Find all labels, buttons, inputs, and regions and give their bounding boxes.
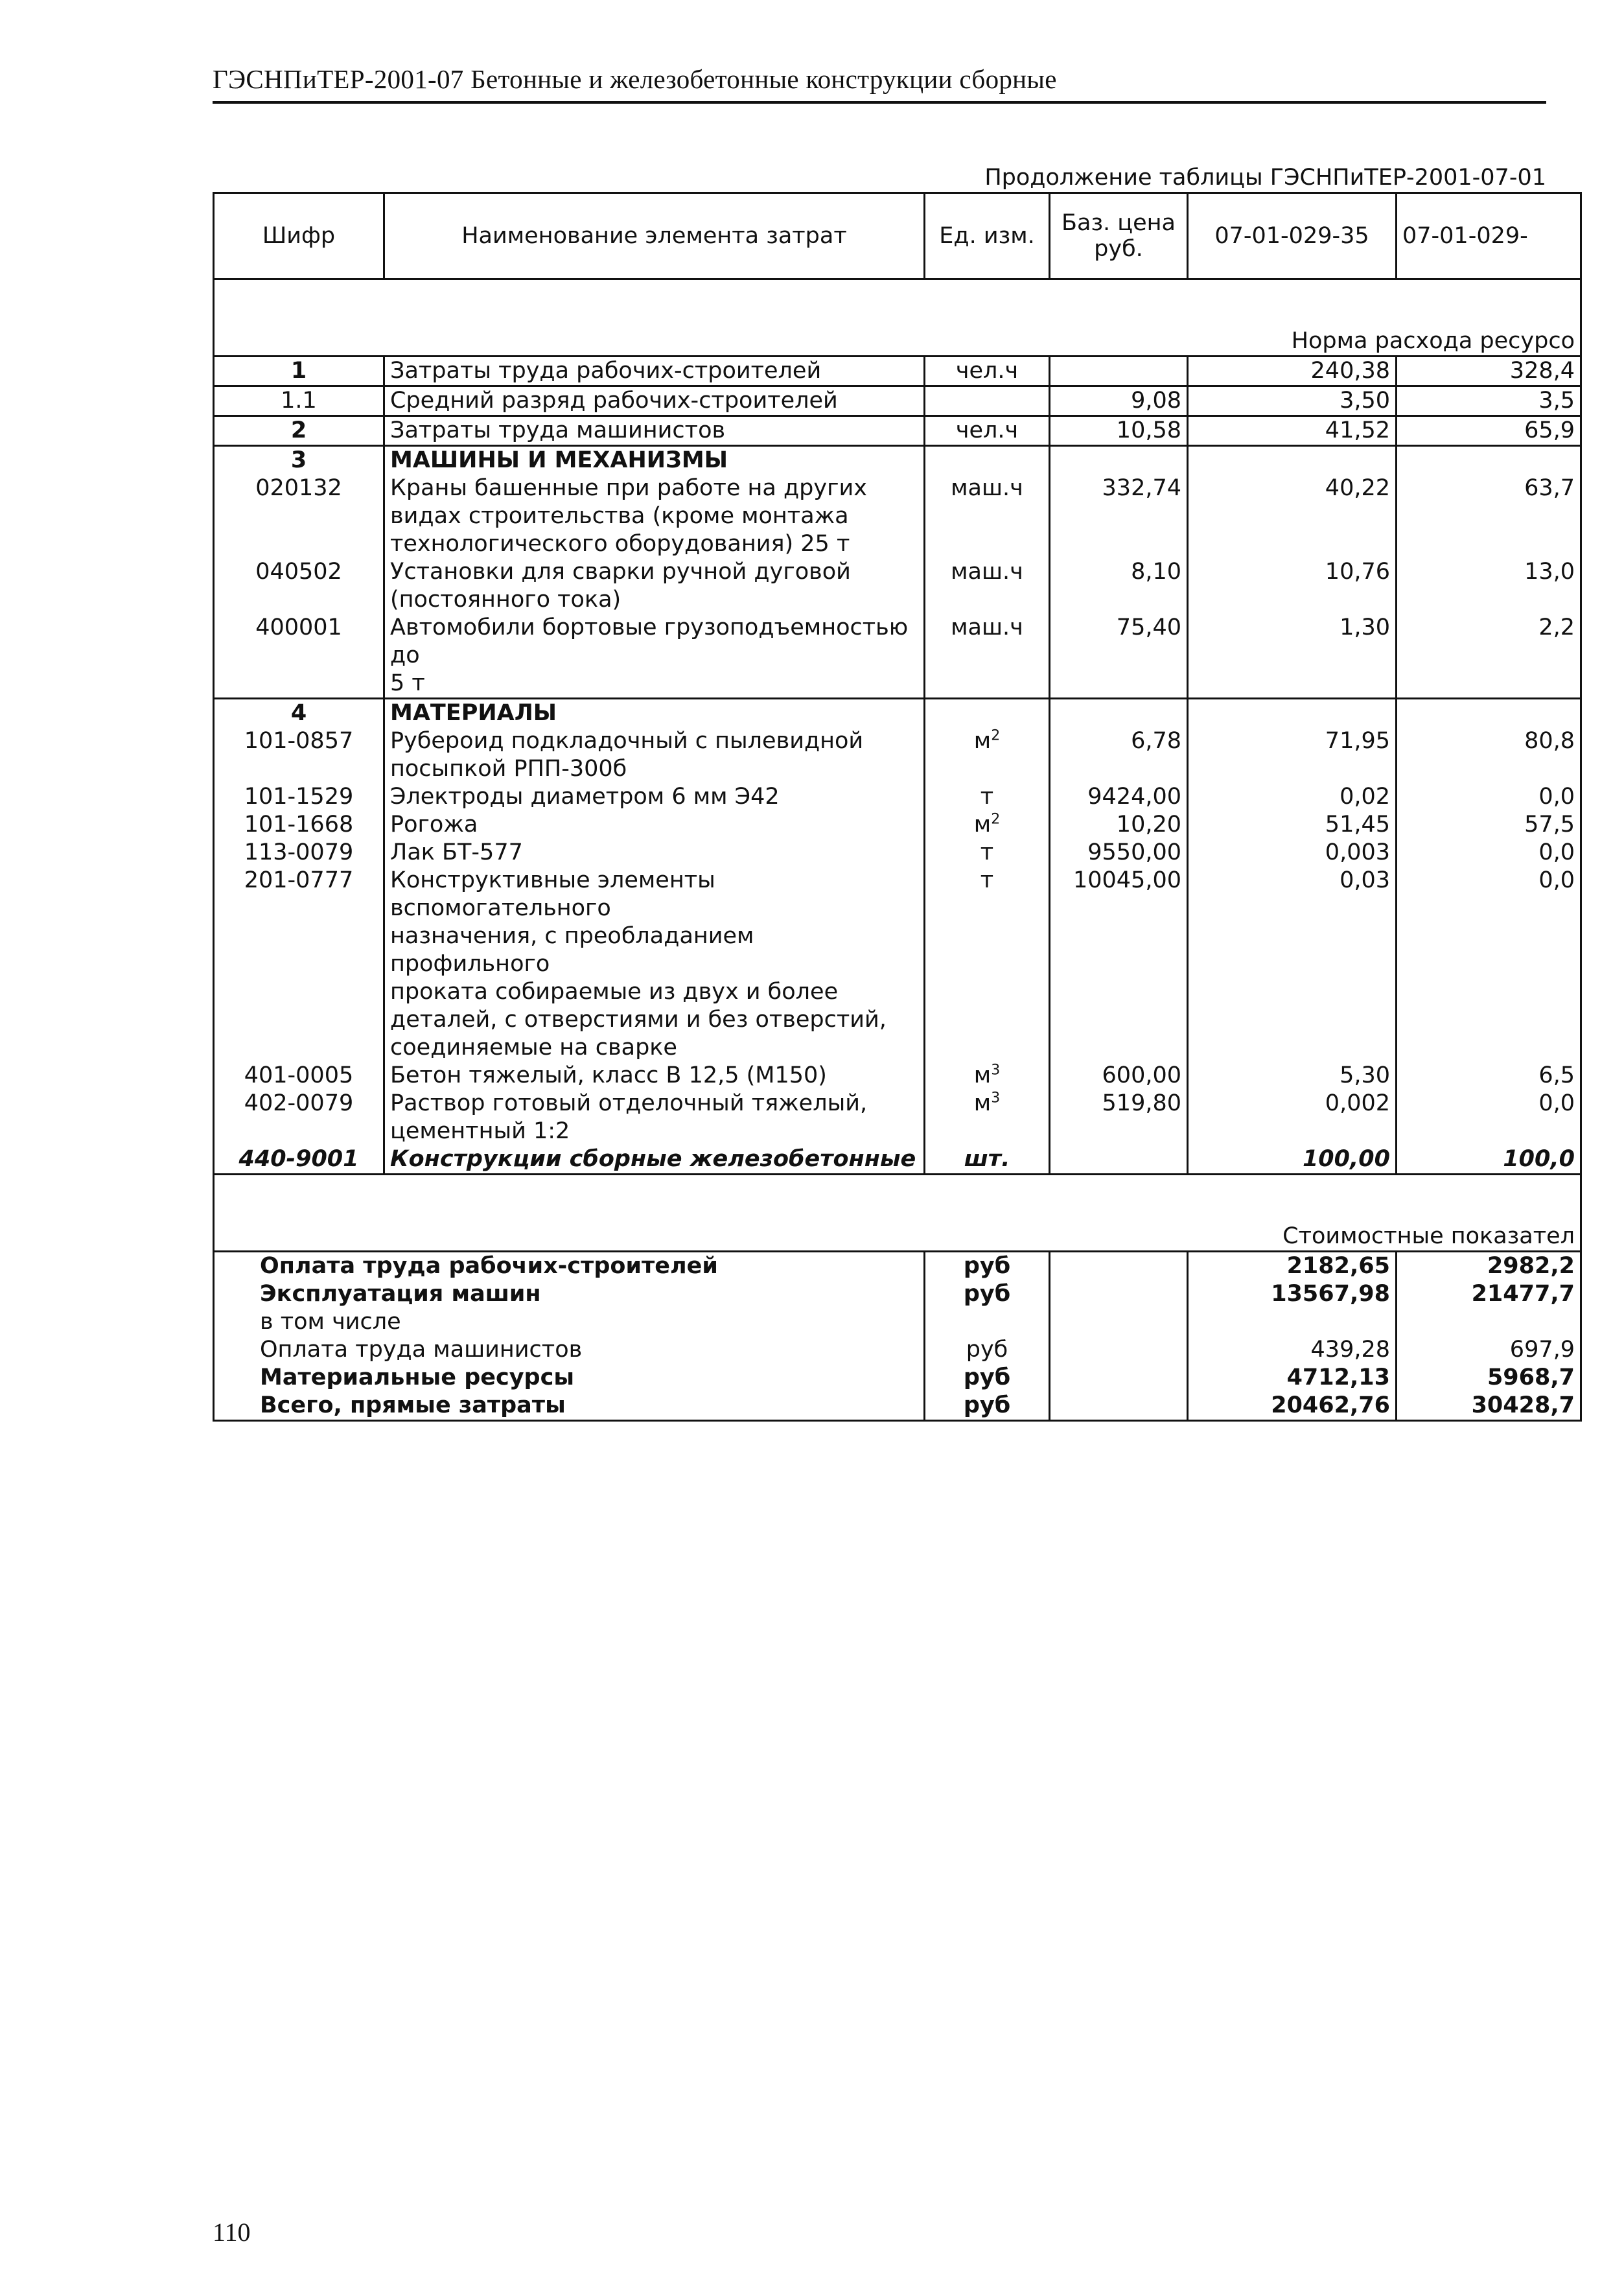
- resource-table-region: [213, 156, 1575, 1530]
- col-header-07-01-029-next: 07-01-029-: [1397, 193, 1581, 279]
- cost-base-price: [1050, 1280, 1188, 1308]
- resource-norm-07-01-029-35: 51,45: [1188, 811, 1397, 839]
- resource-norm-07-01-029-35: 1,30: [1188, 614, 1397, 699]
- resource-norm-next: 2,2: [1397, 614, 1581, 699]
- resource-code: 101-1668: [214, 811, 384, 839]
- resource-norm-07-01-029-35: 10,76: [1188, 558, 1397, 614]
- col-header-name: Наименование элемента затрат: [384, 193, 925, 279]
- resource-code: 440-9001: [214, 1145, 384, 1175]
- page-number: 110: [213, 2218, 251, 2247]
- resource-code: 040502: [214, 558, 384, 614]
- unit-text: т: [980, 839, 994, 865]
- resource-norm-07-01-029-35: 0,003: [1188, 839, 1397, 867]
- resource-norm-07-01-029-35: 71,95: [1188, 727, 1397, 783]
- resource-base-price: [1050, 446, 1188, 475]
- resource-base-price: 8,10: [1050, 558, 1188, 614]
- spacer-cell: [214, 279, 1581, 322]
- section-cost-label: Стоимостные показател: [214, 1217, 1581, 1252]
- resource-unit: [925, 614, 1050, 699]
- resource-name-line: деталей, с отверстиями и без отверстий,: [390, 1007, 887, 1033]
- resource-base-price: 9424,00: [1050, 783, 1188, 811]
- resource-name-line: Конструктивные элементы вспомогательного: [390, 867, 715, 921]
- unit-text: м: [973, 1062, 992, 1088]
- resource-norm-next: 65,9: [1397, 416, 1581, 446]
- resource-name-line: Краны башенные при работе на других: [390, 475, 867, 501]
- cost-unit: руб: [925, 1252, 1050, 1281]
- resource-unit: [925, 727, 1050, 783]
- unit-exponent: 2: [991, 811, 1001, 828]
- resource-base-price: [1050, 1145, 1188, 1175]
- resource-row: [214, 416, 1581, 446]
- unit-text: т: [980, 867, 994, 893]
- resource-name: [384, 699, 925, 728]
- resource-name-line: Затраты труда рабочих-строителей: [390, 358, 822, 384]
- resource-code: 400001: [214, 614, 384, 699]
- resource-row: [214, 867, 1581, 1062]
- section-norm-label: Норма расхода ресурсо: [214, 322, 1581, 357]
- unit-text: м: [973, 728, 992, 754]
- resource-name-line: назначения, с преобладанием профильного: [390, 923, 754, 977]
- resource-norm-next: 100,0: [1397, 1145, 1581, 1175]
- cost-value-07-01-029-35: 20462,76: [1188, 1392, 1397, 1421]
- cost-name: Материальные ресурсы: [214, 1364, 925, 1392]
- cost-value-07-01-029-35: 13567,98: [1188, 1280, 1397, 1308]
- cost-name: Всего, прямые затраты: [214, 1392, 925, 1421]
- resource-norm-next: 13,0: [1397, 558, 1581, 614]
- resource-name-line: МАШИНЫ И МЕХАНИЗМЫ: [390, 447, 728, 473]
- section-heading-row: [214, 699, 1581, 728]
- resource-row: [214, 1062, 1581, 1090]
- resource-base-price: 10045,00: [1050, 867, 1188, 1062]
- resource-norm-next: [1397, 446, 1581, 475]
- resource-code: 020132: [214, 475, 384, 558]
- resource-base-price: 519,80: [1050, 1090, 1188, 1145]
- unit-text: маш.ч: [951, 475, 1023, 501]
- resource-name-line: Средний разряд рабочих-строителей: [390, 388, 838, 414]
- resource-table: [213, 192, 1582, 1422]
- resource-name-line: Установки для сварки ручной дуговой: [390, 559, 851, 585]
- cost-unit: руб: [925, 1280, 1050, 1308]
- resource-name-line: Электроды диаметром 6 мм Э42: [390, 784, 780, 810]
- col-header-base-price: Баз. цена руб.: [1050, 193, 1188, 279]
- resource-code: 3: [214, 446, 384, 475]
- resource-name: [384, 811, 925, 839]
- resource-norm-next: 3,5: [1397, 386, 1581, 416]
- resource-name: [384, 1145, 925, 1175]
- unit-text: чел.ч: [955, 358, 1019, 384]
- resource-unit: [925, 699, 1050, 728]
- resource-norm-07-01-029-35: 41,52: [1188, 416, 1397, 446]
- resource-row: [214, 475, 1581, 558]
- resource-norm-07-01-029-35: 3,50: [1188, 386, 1397, 416]
- header-rule: [213, 101, 1546, 104]
- spacer-cell: [214, 1175, 1581, 1217]
- cost-row: [214, 1280, 1581, 1308]
- resource-unit: [925, 783, 1050, 811]
- unit-text: маш.ч: [951, 559, 1023, 585]
- cost-unit: руб: [925, 1392, 1050, 1421]
- resource-norm-07-01-029-35: 0,02: [1188, 783, 1397, 811]
- resource-unit: [925, 558, 1050, 614]
- resource-norm-07-01-029-35: 0,03: [1188, 867, 1397, 1062]
- resource-unit: [925, 839, 1050, 867]
- resource-norm-next: [1397, 699, 1581, 728]
- resource-unit: [925, 1090, 1050, 1145]
- cost-base-price: [1050, 1252, 1188, 1281]
- cost-row: [214, 1392, 1581, 1421]
- resource-norm-07-01-029-35: 5,30: [1188, 1062, 1397, 1090]
- resource-row: [214, 783, 1581, 811]
- resource-code: 401-0005: [214, 1062, 384, 1090]
- resource-name: [384, 727, 925, 783]
- resource-code: 402-0079: [214, 1090, 384, 1145]
- unit-exponent: 3: [991, 1090, 1001, 1107]
- cost-value-next: 697,9: [1397, 1336, 1581, 1364]
- resource-name-line: Конструкции сборные железобетонные: [390, 1146, 916, 1172]
- cost-row: [214, 1336, 1581, 1364]
- resource-name: [384, 614, 925, 699]
- cost-value-07-01-029-35: 439,28: [1188, 1336, 1397, 1364]
- resource-unit: [925, 446, 1050, 475]
- table-continuation-caption: Продолжение таблицы ГЭСНПиТЕР-2001-07-01: [984, 165, 1546, 191]
- cost-value-next: 30428,7: [1397, 1392, 1581, 1421]
- resource-norm-next: 63,7: [1397, 475, 1581, 558]
- resource-row: [214, 727, 1581, 783]
- resource-code: 101-1529: [214, 783, 384, 811]
- resource-name: [384, 783, 925, 811]
- resource-row: [214, 1145, 1581, 1175]
- cost-unit: руб: [925, 1364, 1050, 1392]
- resource-unit: [925, 357, 1050, 386]
- resource-norm-next: 80,8: [1397, 727, 1581, 783]
- table-header-row: [214, 193, 1581, 279]
- resource-base-price: 6,78: [1050, 727, 1188, 783]
- cost-name: в том числе: [214, 1308, 925, 1336]
- resource-norm-07-01-029-35: 40,22: [1188, 475, 1397, 558]
- resource-row: [214, 839, 1581, 867]
- section-heading-row: [214, 446, 1581, 475]
- resource-name-line: цементный 1:2: [390, 1118, 570, 1144]
- cost-name: Оплата труда машинистов: [214, 1336, 925, 1364]
- cost-name: Оплата труда рабочих-строителей: [214, 1252, 925, 1281]
- resource-name-line: соединяемые на сварке: [390, 1035, 677, 1060]
- resource-base-price: [1050, 699, 1188, 728]
- resource-name: [384, 475, 925, 558]
- resource-code: 2: [214, 416, 384, 446]
- resource-norm-next: 0,0: [1397, 783, 1581, 811]
- resource-code: 101-0857: [214, 727, 384, 783]
- cost-value-07-01-029-35: 2182,65: [1188, 1252, 1397, 1281]
- cost-unit: [925, 1308, 1050, 1336]
- resource-code: 201-0777: [214, 867, 384, 1062]
- unit-text: маш.ч: [951, 615, 1023, 640]
- resource-unit: [925, 867, 1050, 1062]
- norm-section: [214, 279, 1581, 1175]
- resource-name-line: Автомобили бортовые грузоподъемностью до: [390, 615, 909, 668]
- unit-text: т: [980, 784, 994, 810]
- resource-base-price: 600,00: [1050, 1062, 1188, 1090]
- cost-name: Эксплуатация машин: [214, 1280, 925, 1308]
- resource-norm-07-01-029-35: 100,00: [1188, 1145, 1397, 1175]
- resource-base-price: 10,58: [1050, 416, 1188, 446]
- resource-base-price: 9550,00: [1050, 839, 1188, 867]
- resource-name: [384, 867, 925, 1062]
- resource-row: [214, 357, 1581, 386]
- resource-unit: [925, 386, 1050, 416]
- resource-base-price: 9,08: [1050, 386, 1188, 416]
- spacer-row: [214, 279, 1581, 322]
- resource-name-line: проката собираемые из двух и более: [390, 979, 839, 1005]
- cost-value-next: [1397, 1308, 1581, 1336]
- unit-text: м: [973, 1090, 992, 1116]
- cost-value-07-01-029-35: [1188, 1308, 1397, 1336]
- unit-exponent: 2: [991, 727, 1001, 744]
- cost-value-next: 5968,7: [1397, 1364, 1581, 1392]
- resource-name-line: Затраты труда машинистов: [390, 417, 726, 443]
- resource-norm-07-01-029-35: 0,002: [1188, 1090, 1397, 1145]
- document-header: ГЭСНПиТЕР-2001-07 Бетонные и железобетонные конструкции сборные: [213, 64, 1057, 94]
- resource-name: [384, 1062, 925, 1090]
- section-norm-row: [214, 322, 1581, 357]
- resource-name-line: Рубероид подкладочный с пылевидной: [390, 728, 864, 754]
- resource-norm-next: 57,5: [1397, 811, 1581, 839]
- resource-base-price: 75,40: [1050, 614, 1188, 699]
- resource-norm-next: 328,4: [1397, 357, 1581, 386]
- resource-norm-07-01-029-35: 240,38: [1188, 357, 1397, 386]
- resource-row: [214, 811, 1581, 839]
- col-header-unit: Ед. изм.: [925, 193, 1050, 279]
- cost-row: [214, 1364, 1581, 1392]
- resource-name-line: посыпкой РПП-300б: [390, 756, 627, 782]
- resource-unit: [925, 811, 1050, 839]
- section-cost-row: [214, 1217, 1581, 1252]
- cost-base-price: [1050, 1392, 1188, 1421]
- resource-name-line: Бетон тяжелый, класс В 12,5 (М150): [390, 1062, 827, 1088]
- resource-name: [384, 416, 925, 446]
- cost-value-next: 21477,7: [1397, 1280, 1581, 1308]
- resource-name-line: Рогожа: [390, 812, 478, 838]
- resource-row: [214, 386, 1581, 416]
- resource-name: [384, 386, 925, 416]
- cost-value-07-01-029-35: 4712,13: [1188, 1364, 1397, 1392]
- resource-norm-07-01-029-35: [1188, 699, 1397, 728]
- col-header-07-01-029-35: 07-01-029-35: [1188, 193, 1397, 279]
- resource-name-line: МАТЕРИАЛЫ: [390, 700, 557, 726]
- resource-code: 1.1: [214, 386, 384, 416]
- unit-text: м: [973, 812, 992, 838]
- resource-row: [214, 1090, 1581, 1145]
- resource-base-price: 332,74: [1050, 475, 1188, 558]
- resource-name-line: Лак БТ-577: [390, 839, 523, 865]
- resource-code: 4: [214, 699, 384, 728]
- resource-unit: [925, 1145, 1050, 1175]
- resource-name-line: Раствор готовый отделочный тяжелый,: [390, 1090, 868, 1116]
- resource-norm-07-01-029-35: [1188, 446, 1397, 475]
- unit-text: шт.: [964, 1146, 1010, 1172]
- resource-base-price: 10,20: [1050, 811, 1188, 839]
- resource-name: [384, 839, 925, 867]
- resource-norm-next: 0,0: [1397, 1090, 1581, 1145]
- resource-unit: [925, 475, 1050, 558]
- resource-name-line: 5 т: [390, 670, 425, 696]
- resource-name-line: технологического оборудования) 25 т: [390, 531, 850, 557]
- cost-base-price: [1050, 1308, 1188, 1336]
- resource-row: [214, 614, 1581, 699]
- resource-name: [384, 558, 925, 614]
- cost-row: [214, 1308, 1581, 1336]
- resource-unit: [925, 416, 1050, 446]
- unit-text: чел.ч: [955, 417, 1019, 443]
- resource-norm-next: 0,0: [1397, 839, 1581, 867]
- resource-name: [384, 1090, 925, 1145]
- resource-name-line: (постоянного тока): [390, 587, 621, 613]
- resource-code: 113-0079: [214, 839, 384, 867]
- resource-name-line: видах строительства (кроме монтажа: [390, 503, 849, 529]
- resource-base-price: [1050, 357, 1188, 386]
- cost-row: [214, 1252, 1581, 1281]
- resource-row: [214, 558, 1581, 614]
- resource-name: [384, 357, 925, 386]
- cost-value-next: 2982,2: [1397, 1252, 1581, 1281]
- unit-exponent: 3: [991, 1062, 1001, 1079]
- cost-base-price: [1050, 1364, 1188, 1392]
- spacer-row: [214, 1175, 1581, 1217]
- cost-unit: руб: [925, 1336, 1050, 1364]
- resource-norm-next: 0,0: [1397, 867, 1581, 1062]
- col-header-code: Шифр: [214, 193, 384, 279]
- cost-section: [214, 1175, 1581, 1421]
- resource-name: [384, 446, 925, 475]
- resource-code: 1: [214, 357, 384, 386]
- cost-base-price: [1050, 1336, 1188, 1364]
- resource-unit: [925, 1062, 1050, 1090]
- resource-norm-next: 6,5: [1397, 1062, 1581, 1090]
